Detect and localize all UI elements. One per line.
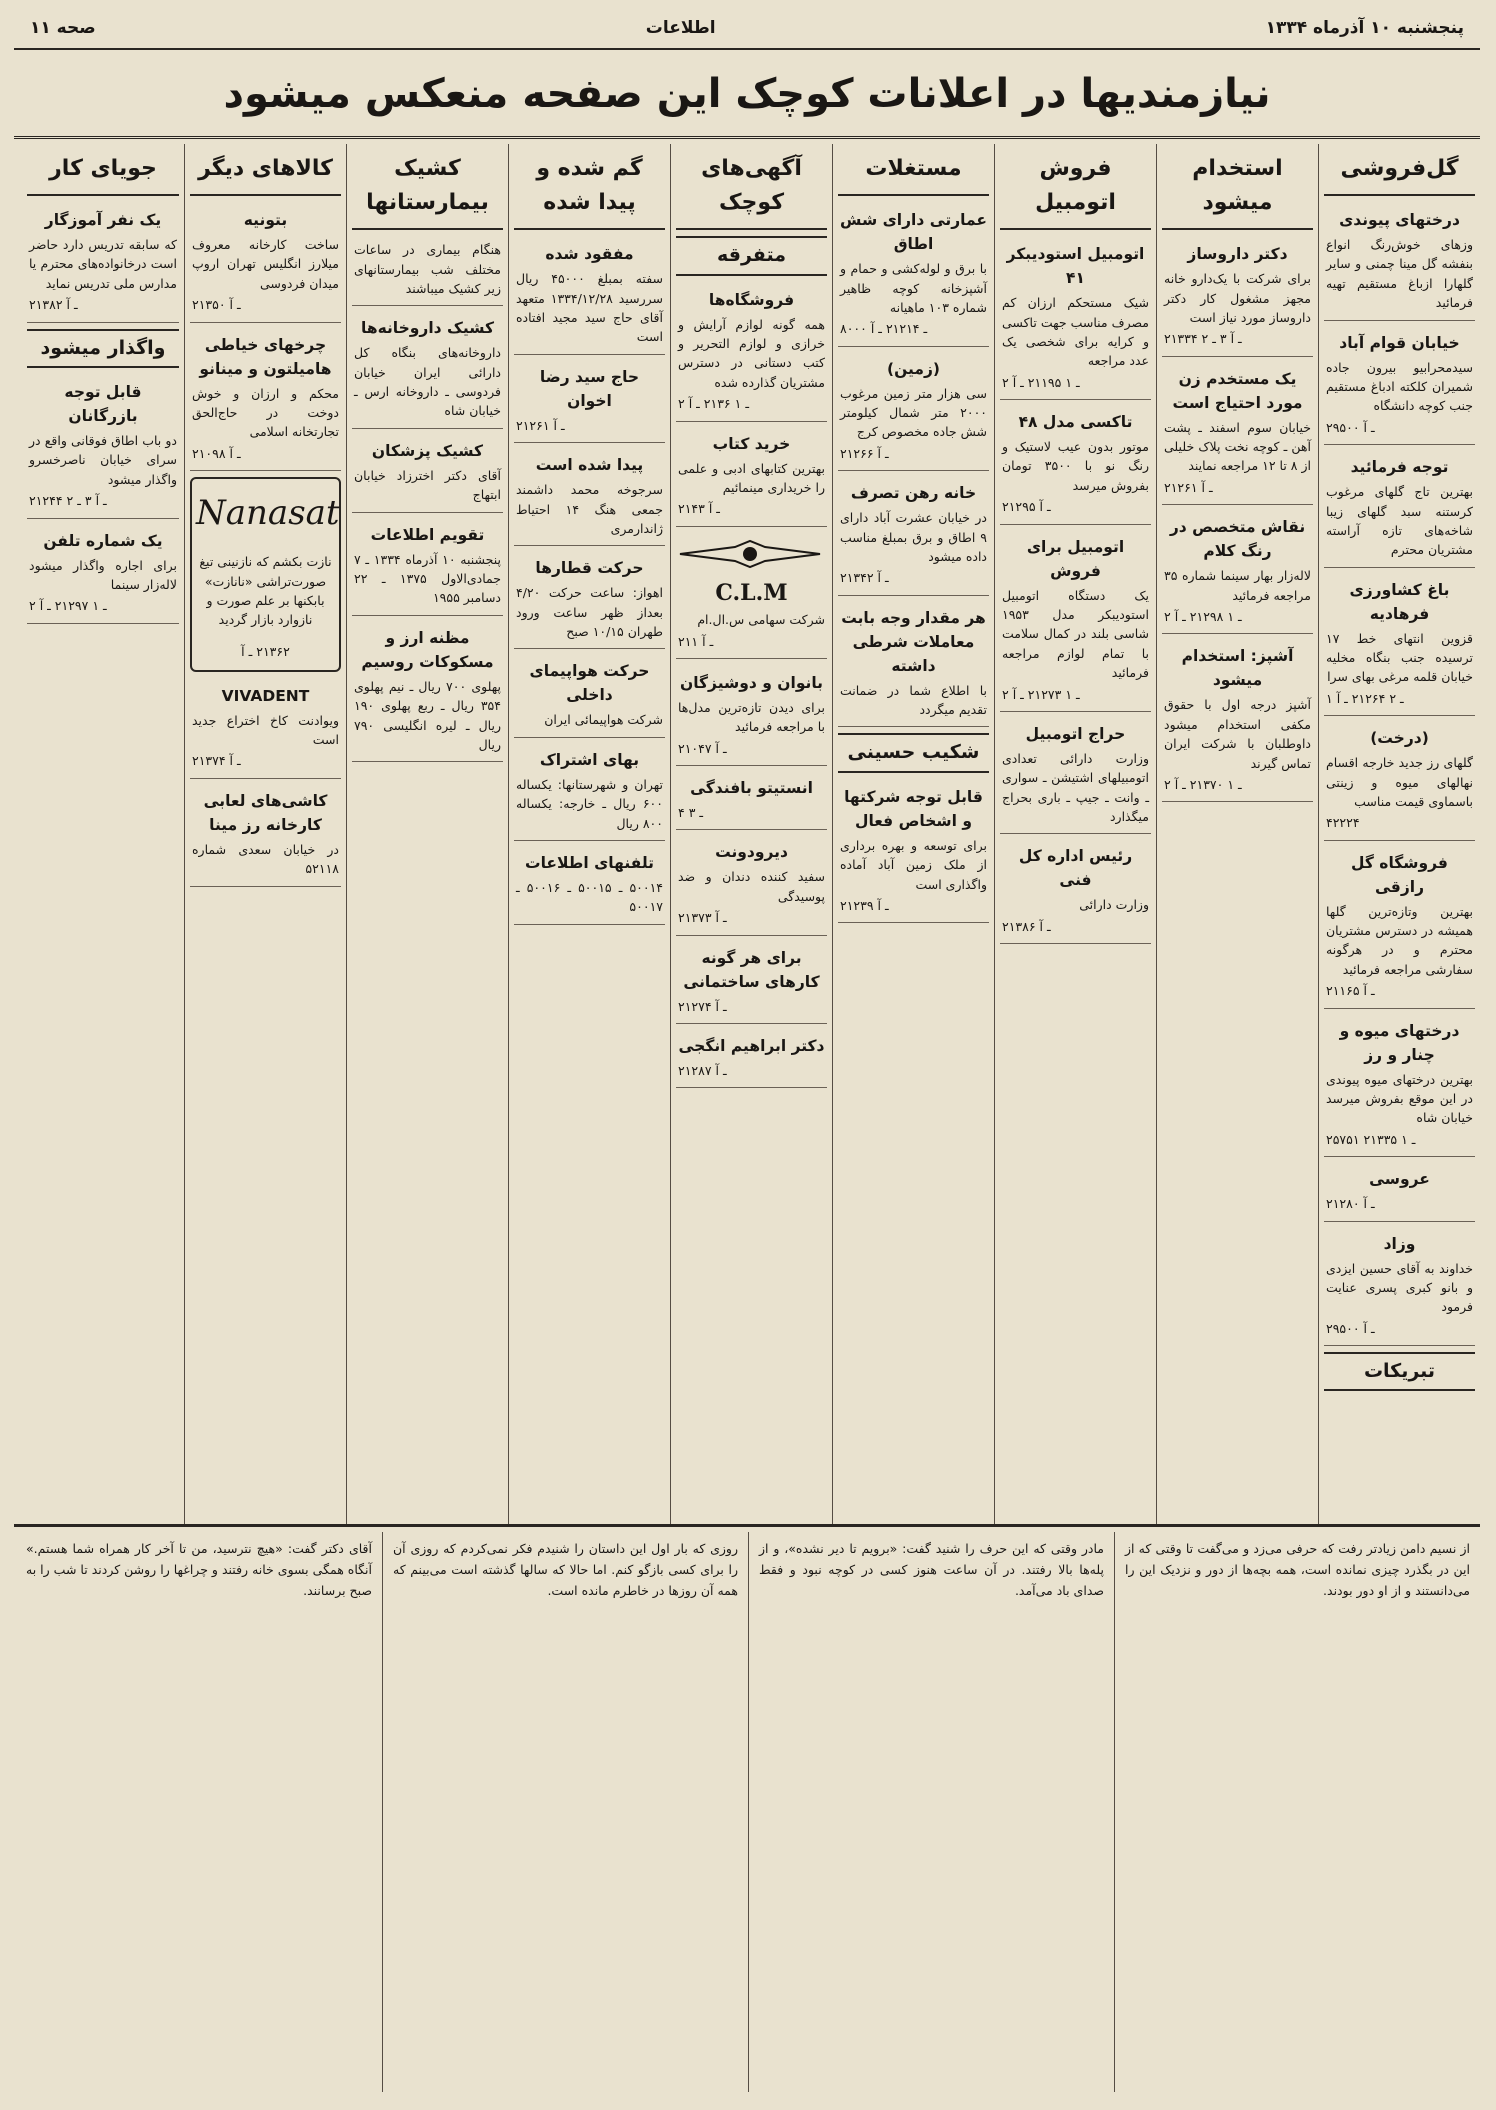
classified-ad [676,834,827,935]
ad-text: شرکت هواپیمائی ایران [544,712,663,728]
ad-text: با اطلاع شما در ضمانت تقدیم میگردد [840,682,987,718]
ad-heading: حراج اتومبیل [1025,724,1126,743]
story-paragraph: روزی که بار اول این داستان را شنیدم فکر نمی‌کردم که روزی آن را برای کسی بازگو کنم. اما حالا که سالها گذشته است می‌بینم که همه آن روزها در خاطرم مانده است. [393,1541,738,1598]
ad-phone: ۲۱۳۸۶ ـ آ [1002,918,1051,934]
classified-ad [514,236,665,355]
ad-phone: ۲ ـ ۱ ۲۱۲۹۷ ـ آ [29,598,107,614]
ad-heading: درختهای پیوندی [1339,211,1460,230]
story-paragraph: مادر وقتی که این حرف را شنید گفت: «برویم تا دیر نشده»، و از پله‌ها بالا رفتند. در آن ساعت هنوز کسی در کوچه نبود و فقط صدای باد می‌آمد. [759,1541,1104,1598]
ad-text: دو باب اطاق فوقانی واقع در سرای خیابان ناصرخسرو واگذار میشود [29,433,177,487]
ad-text: در خیابان سعدی شماره ۵۲۱۱۸ [192,841,339,877]
story-column [1114,1532,1480,2092]
ad-heading: هر مقدار وجه بابت معاملات شرطی داشته [841,608,986,675]
classified-ad [1162,509,1313,634]
classified-ad [27,374,179,519]
column-property [832,144,994,1524]
ad-phone: ۲۱۱ ـ آ [678,633,714,649]
paper-name: اطلاعات [645,18,716,38]
column-title: فروش اتومبیل [1000,148,1151,230]
ad-text: وزارت دارائی [1079,897,1149,913]
ad-text: شیک مستحکم ارزان کم مصرف مناسب جهت تاکسی و کرایه برای شخصی یک عدد مراجعه [1002,295,1149,369]
classified-ad [514,550,665,649]
issue-date: پنجشنبه ۱۰ آذرماه ۱۳۳۴ [1265,18,1464,38]
column-employment [1156,144,1318,1524]
ad-text: برای شرکت با یک‌دارو خانه مجهز مشغول کار دکتر داروساز مورد نیاز است [1164,271,1311,325]
classified-ad [1162,236,1313,357]
classified-ad [352,236,503,306]
ad-phone: ۲۹۵۰۰ ـ آ [1326,1320,1375,1336]
ad-heading: کاشی‌های لعابی کارخانه رز مینا [203,791,328,834]
column-title: استخدام میشود [1162,148,1313,230]
classified-ad [1324,325,1475,446]
ad-heading: فروشگاه‌ها [708,290,795,309]
ad-heading: قابل توجه بازرگانان [64,383,142,426]
ad-heading: رئیس اداره کل فنی [1018,847,1133,890]
ad-phone: ۲ ـ ۱ ۲۱۲۹۸ ـ آ [1164,609,1242,625]
clm-ad [676,533,827,659]
ad-text: سیدمحرابیو بیرون جاده شمیران کلکته ادباغ مستقیم جنب کوچه دانشگاه [1326,359,1473,414]
ad-phone: ۲۱۲۸۰ ـ آ [1326,1196,1375,1212]
ad-text: ۵۰۰۱۴ ـ ۵۰۰۱۵ ـ ۵۰۰۱۶ ـ ۵۰۰۱۷ [516,879,664,915]
classified-ad [1000,716,1151,835]
classifieds-banner: نیازمندیها در اعلانات کوچک این صفحه منعکس میشود [14,52,1480,139]
ad-heading: پیدا شده است [535,456,644,475]
classified-ad [352,310,503,429]
classified-ad [676,282,827,422]
ad-text: بهترین درختهای میوه پیوندی در این موقع بفروش میرسد خیابان شاه [1326,1071,1473,1126]
ad-heading: خرید کتاب [712,434,791,453]
classified-ad [676,1028,827,1088]
classified-ad [514,845,665,925]
classified-ad [190,327,341,472]
ad-text: نازت بکشم که نازنینی تیغ صورت‌تراشی «نانازت» بابکنها بر علم صورت و نازوارد بازار گردید [199,554,332,628]
ad-phone: ۲۱۲۸۷ ـ آ [678,1062,727,1078]
classified-ad [190,678,341,779]
ad-heading: (درخت) [1370,729,1429,748]
classified-ad [676,665,827,766]
ad-text: که سابقه تدریس دارد حاضر است درخانواده‌های محترم یا مدارس ملی تدریس نماید [29,237,177,291]
ad-phone: ۲۱۴۳ ـ آ [678,501,720,517]
ad-heading: مفقود شده [545,245,634,264]
ad-text: پهلوی ۷۰۰ ریال ـ نیم پهلوی ۳۵۴ ریال ـ ربع پهلوی ۱۹۰ ریال ـ لیره انگلیسی ۷۹۰ ریال [354,678,501,752]
ad-phone: ۲۱۳۵۰ ـ آ [192,297,241,313]
ad-heading: فروشگاه گل رازقی [1351,853,1448,896]
ad-phone: ۲ ـ ۱ ۲۱۳۶ ـ آ [678,396,749,412]
ad-phone: ۴ ـ ۳ [678,805,704,821]
ad-phone: ۲۱۳۳۴ ـ آ ۳ ـ ۲ [1164,331,1242,347]
ad-text: با برق و لوله‌کشی و حمام و آشپزخانه کوچه ظاهیر شماره ۱۰۳ ماهیانه [840,261,987,315]
column-classified [670,144,832,1524]
classified-ad [1162,638,1313,802]
ad-text: سفته بمبلغ ۴۵۰۰۰ ریال سررسید ۱۳۳۴/۱۲/۲۸ متعهد آقای حاج سید مجید افتاده است [516,271,663,345]
ad-heading: یک نفر آموزگار [44,211,162,230]
column-title: مستغلات [838,148,989,196]
ad-phone: ۲۱۲۶۱ ـ آ [516,417,565,433]
ad-text: بهترین تاج گلهای مرغوب کرستنه سبد گلهای زیبا شاخه‌های تازه آراسته مشتریان محترم [1326,484,1473,558]
classified-ad [352,433,503,513]
classified-ad [676,426,827,527]
classified-ad [838,779,989,924]
ad-text: محکم و ارزان و خوش دوخت در حاج‌الحق تجارتخانه اسلامی [192,385,339,440]
ad-phone: ۲۱۲۴۴ ـ آ ۳ ـ ۲ [29,493,107,509]
ad-phone: ۸۰۰۰ ـ ۲۱۲۱۴ ـ آ [840,321,928,337]
story-column [748,1532,1114,2092]
section-heading: شکیب حسینی [838,733,989,772]
ad-phone: ۴۲۲۲۴ [1326,815,1360,831]
ad-text: در خیابان عشرت آباد دارای ۹ اطاق و برق بمبلغ مناسب داده میشود [840,510,987,564]
classified-ad [1162,361,1313,506]
ad-phone: ۲۱۳۷۳ ـ آ [678,910,727,926]
classified-ad [838,475,989,596]
ad-heading: دکتر داروساز [1187,245,1288,264]
ad-text: شرکت سهامی س.ال.ام [697,612,825,628]
ad-text: ساخت کارخانه معروف میلارز انگلیس تهران اروپ میدان فردوسی [192,237,339,291]
ad-text: همه گونه لوازم آرایش و خرازی و لوازم التحریر و کتب دستانی در دسترس مشتریان گذارده شده [678,316,825,390]
ad-heading: اتومبیل برای فروش [1026,537,1125,580]
ad-heading: تاکسی مدل ۴۸ [1018,413,1133,432]
classified-ad [514,447,665,546]
ad-heading: دیرودونت [715,843,788,862]
classified-ad [1324,1226,1475,1347]
classified-ad [1324,572,1475,717]
airline-wings-icon [675,537,825,571]
ad-phone: ۲ ـ ۱ ۲۱۲۷۳ ـ آ [1002,686,1080,702]
ad-text: برای توسعه و بهره برداری از ملک زمین آباد آماده واگذاری است [840,837,987,892]
ad-heading: عمارتی دارای شش اطاق [840,211,987,254]
ad-text: سرجوخه محمد داشمند جمعی هنگ ۱۴ احتیاط ژاندارمری [516,482,663,536]
column-title: کالاهای دیگر [190,148,341,196]
page-header [14,8,1480,50]
column-flowers [1318,144,1480,1524]
ad-text: آقای دکتر اخترزاد خیابان ابتهاج [354,467,501,503]
column-title: گم شده و پیدا شده [514,148,665,230]
section-heading: تبریکات [1324,1352,1475,1391]
ad-phone: ۲ ـ ۱ ۲۱۳۷۰ ـ آ [1164,776,1242,792]
ad-phone: ۲۱۲۹۵ ـ آ [1002,499,1051,515]
ad-phone: ۲۹۵۰۰ ـ آ [1326,419,1375,435]
ad-heading: عروسی [1369,1170,1430,1189]
ad-text: خیابان سوم اسفند ـ پشت آهن ـ کوچه نخت پلاک خلیلی از ۸ تا ۱۲ مراجعه نمایند [1164,419,1311,474]
ad-text: بهترین کتابهای ادبی و علمی را خریداری مینمائیم [678,460,825,495]
ad-heading: دکتر ابراهیم انگجی [678,1036,825,1055]
classified-ad [514,653,665,737]
ad-heading: تقویم اطلاعات [370,525,485,544]
ad-text: خداوند به آقای حسین ایزدی و بانو کبری پسری عنایت فرمود [1326,1260,1473,1315]
column-jobs [22,144,184,1524]
classified-ad [1324,449,1475,568]
ad-heading: یک مستخدم زن مورد احتیاج است [1172,369,1303,412]
newspaper-page [14,8,1480,2100]
ad-phone: ۲۵۷۵۱ ـ ۱ ۲۱۳۳۵ [1326,1131,1416,1147]
ad-text: تهران و شهرستانها: یکساله ۶۰۰ ریال ـ خارجه: یکساله ۸۰۰ ریال [516,776,663,831]
ad-heading: VIVADENT [221,686,310,705]
ad-text: هنگام بیماری در ساعات مختلف شب بیمارستانهای زیر کشیک میباشند [354,242,501,296]
ad-heading: بهای اشتراک [539,750,640,769]
classified-ad [1000,529,1151,712]
classified-ad [514,359,665,443]
ad-heading: حرکت قطارها [535,559,644,578]
ad-heading: اتومبیل استودیبکر ۴۱ [1006,245,1145,288]
classified-ad [1000,236,1151,400]
ad-heading: یک شماره تلفن [43,531,163,550]
classified-ad [1324,1161,1475,1221]
ad-heading: حاج سید رضا اخوان [539,367,640,410]
classified-ad [190,783,341,887]
ad-heading: حرکت هواپیمای داخلی [529,662,650,705]
column-cars [994,144,1156,1524]
ad-phone: ۲ ـ ۱ ۲۱۱۹۵ ـ آ [1002,374,1080,390]
classified-ad [352,517,503,616]
page-number: صحه ۱۱ [30,18,96,38]
ad-heading: آشپز: استخدام میشود [1181,647,1294,690]
ad-text: سفید کننده دندان و ضد پوسیدگی [678,869,825,904]
ad-phone: ۲۱۰۹۸ ـ آ [192,445,241,461]
classified-ad [838,202,989,347]
column-lost-found [508,144,670,1524]
ad-phone: ۲۱۰۴۷ ـ آ [678,740,727,756]
ad-text: وزارت دارائی تعدادی اتومبیلهای اشتیشن ـ سواری ـ وانت ـ جیپ ـ باری بحراج میگذارد [1002,750,1149,825]
classified-ad [1324,202,1475,321]
ad-phone: ۲۱۲۶۱ ـ آ [1164,479,1213,495]
nanasat-ad [190,477,341,672]
column-pharmacy [346,144,508,1524]
ad-phone: ۲۱۳۸۲ ـ آ [29,297,78,313]
ad-heading: کشیک داروخانه‌ها [361,319,494,338]
ad-text: پنجشنبه ۱۰ آذرماه ۱۳۳۴ ـ ۷ جمادی‌الاول ۱۳۷۵ ـ ۲۲ دسامبر ۱۹۵۵ [354,551,501,606]
ad-text: سی هزار متر زمین مرغوب ۲۰۰۰ متر شمال کیلومتر شش جاده مخصوص کرج [840,385,987,440]
serial-story [14,1532,1480,2092]
ad-phone: ۲۱۳۷۴ ـ آ [192,753,241,769]
classified-ad [838,600,989,728]
ad-text: اهواز: ساعت حرکت ۴/۲۰ بعداز ظهر ساعت ورود طهران ۱۰/۱۵ صبح [516,585,663,640]
section-heading: واگذار میشود [27,329,179,368]
ad-text: وزهای خوش‌رنگ انواع بنفشه گل مینا چمنی و سایر گلهارا ازباغ مستقیم تهیه فرمائید [1326,237,1473,311]
ad-heading: مظنه ارز و مسکوکات روسیم [361,628,494,671]
ad-heading: قابل توجه شرکتها و اشخاص فعال [844,787,983,830]
classified-ad [27,523,179,624]
classified-ad [352,620,503,763]
nanasat-brand: Nanasat [196,493,340,534]
classified-ad [514,742,665,841]
ad-text: ویوادنت کاخ اختراع جدید است [192,712,339,748]
ad-heading: برای هر گونه کارهای ساختمانی [683,948,820,991]
ad-phone: ۲۱۱۶۵ ـ آ [1326,983,1375,999]
column-title: گل‌فروشی [1324,148,1475,196]
classified-ad [676,770,827,830]
classified-columns [14,144,1480,1527]
section-heading: متفرقه [676,236,827,275]
classified-ad [190,202,341,323]
story-column [382,1532,748,2092]
ad-phone: ۲۱۲۷۴ ـ آ [678,998,727,1014]
classified-ad [27,202,179,323]
classified-ad [838,351,989,472]
ad-heading: چرخهای خیاطی هامیلتون و مینانو [199,335,332,378]
ad-text: گلهای رز جدید خارجه اقسام نهالهای میوه و زینتی باسماوی قیمت مناسب [1326,755,1473,809]
ad-heading: بتونیه [243,211,288,230]
ad-heading: بانوان و دوشیزگان [679,673,823,692]
classified-ad [1000,404,1151,525]
column-title: کشیک بیمارستانها [352,148,503,230]
ad-text: یک دستگاه اتومبیل استودیبکر مدل ۱۹۵۳ شاسی بلند در کمال سلامت با تمام لوازم مراجعه فرمائید [1002,587,1149,681]
ad-heading: وزاد [1383,1234,1416,1253]
classified-ad [676,940,827,1024]
ad-text: برای اجاره واگذار میشود لاله‌زار سینما [29,557,177,592]
ad-heading: تلفنهای اطلاعات [525,853,654,872]
ad-heading: نقاش متخصص در رنگ کلام [1169,518,1306,561]
classified-ad [1324,720,1475,841]
ad-phone: ۲۱۲۶۶ ـ آ [840,445,889,461]
ad-phone: ۲۱۳۴۲ ـ آ [840,570,889,586]
ad-heading: باغ کشاورزی فرهادیه [1349,580,1450,623]
ad-phone: ۲۱۳۶۲ ـ آ [241,644,290,660]
classified-ad [1324,845,1475,1009]
ad-heading: انستیتو بافندگی [690,779,813,798]
classified-ad [1000,838,1151,944]
ad-text: لاله‌زار بهار سینما شماره ۳۵ مراجعه فرمائید [1164,568,1311,603]
classified-ad [1324,1013,1475,1158]
ad-phone: ۱ ـ ۲ ۲۱۲۶۴ ـ آ [1326,690,1404,706]
ad-text: بهترین وتازه‌ترین گلها همیشه در دسترس مشتریان محترم و در هرگونه سفارشی مراجعه فرمائید [1326,903,1473,977]
column-title: آگهی‌های کوچک [676,148,827,230]
column-goods [184,144,346,1524]
story-paragraph: از نسیم دامن زیادتر رفت که حرفی می‌زد و می‌گفت تا وقتی که از این در بگذرد چیزی نمانده است، همه بچه‌ها از دور و نزدیک این را می‌دانستند و از او دور بودند. [1125,1541,1470,1598]
column-title: جویای کار [27,148,179,196]
ad-heading: درختهای میوه و چنار و رز [1339,1021,1460,1064]
ad-heading: (زمین) [887,359,940,378]
story-paragraph: آقای دکتر گفت: «هیچ نترسید، من تا آخر کار همراه شما هستم.» آنگاه همگی بسوی خانه رفتند و چراغها را روشن کردند تا شب را به صبح برسانند. [26,1541,372,1598]
story-column [16,1532,382,2092]
ad-text: آشپز درجه اول با حقوق مکفی استخدام میشود داوطلبان با شرکت ایران تماس گیرند [1164,697,1311,771]
ad-text: داروخانه‌های بنگاه کل دارائی ایران خیابان فردوسی ـ داروخانه ارس ـ خیابان شاه [354,345,501,419]
ad-text: قزوین انتهای خط ۱۷ ترسیده جنب بنگاه مخلیه خیابان قلمه مرغی بهای سرا [1326,630,1473,685]
ad-heading: توجه فرمائید [1350,458,1449,477]
ad-text: موتور بدون عیب لاستیک و رنگ نو با ۳۵۰۰ تومان بفروش میرسد [1002,439,1149,493]
ad-heading: خانه رهن تصرف [850,484,977,503]
clm-logo-text: C.L.M [715,580,788,607]
ad-heading: خیابان قوام آباد [1339,333,1460,352]
ad-text: برای دیدن تازه‌ترین مدل‌ها با مراجعه فرمائید [678,699,825,735]
ad-heading: کشیک پزشکان [371,441,484,460]
ad-phone: ۲۱۲۳۹ ـ آ [840,898,889,914]
